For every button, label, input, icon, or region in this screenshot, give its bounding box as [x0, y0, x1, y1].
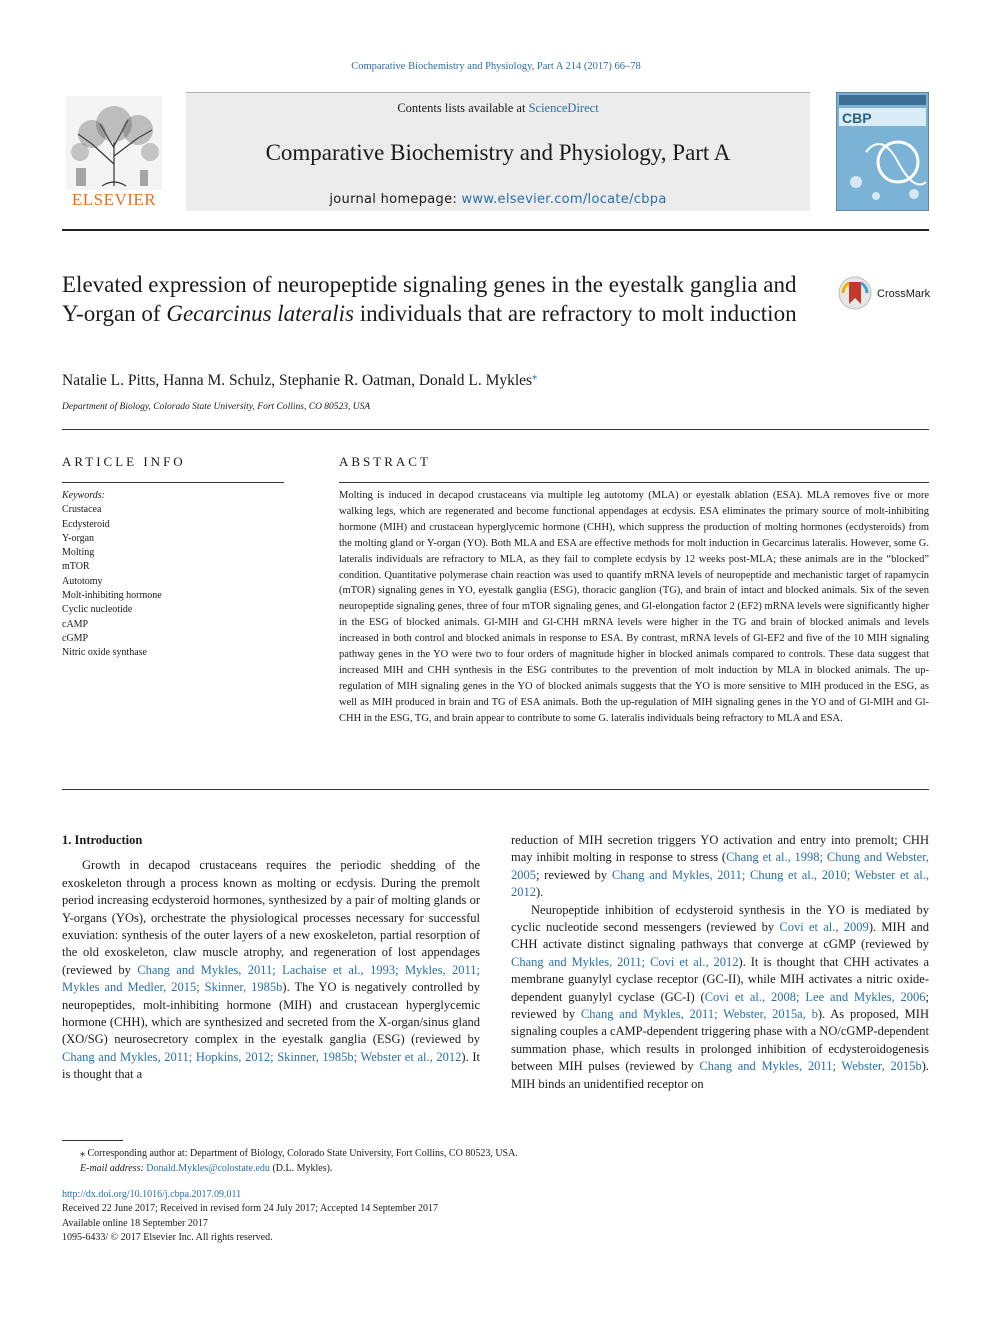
paragraph-text: ). MIH and CHH activate distinct signaling pathways that converge at cGMP (reviewed by [511, 920, 930, 952]
article-footer [62, 1188, 438, 1245]
contents-prefix: Contents lists available at [397, 101, 529, 115]
footnote-text: Corresponding author at: Department of Biology, Colorado State University, Fort Collins, CO 80523, USA. [85, 1148, 518, 1159]
abstract-heading: ABSTRACT [339, 454, 431, 469]
paragraph-text: Neuropeptide inhibition of ecdysteroid synthesis in the YO is mediated by cyclic nucleotide second messengers (reviewed by [511, 902, 929, 935]
introduction-heading: 1. Introduction [62, 833, 143, 847]
contents-line [186, 101, 810, 116]
email-link[interactable]: Donald.Mykles@colostate.edu [146, 1163, 270, 1174]
citation-link[interactable]: Chang et al., 1998; Chung and Webster, 2005 [511, 850, 929, 882]
paragraph-text: ). MIH binds an unidentified receptor on [511, 1059, 929, 1091]
intro-paragraph-1 [62, 857, 480, 1083]
intro-paragraph-1-continued [511, 832, 929, 902]
sciencedirect-link[interactable]: ScienceDirect [528, 101, 599, 115]
email-suffix: (D.L. Mykles). [269, 1163, 333, 1174]
keyword-item: cAMP [62, 618, 89, 630]
paragraph-text: ). As proposed, MIH signaling couples a cAMP-dependent triggering phase with a NO/cGMP-dependent summation phase, which results in prolonged inhibition of ecdysteroidogenesis between MIH pulses (reviewed by [511, 1007, 929, 1074]
citation-link[interactable]: Chang and Mykles, 2011; Hopkins, 2012; Skinner, 1985b; Webster et al., 2012 [62, 1049, 462, 1064]
body-column-left [62, 832, 480, 1084]
keyword-item: Y-organ [62, 532, 95, 544]
keywords-list [62, 489, 162, 661]
title-part-1: Elevated expression of neuropeptide signaling genes in the eyestalk ganglia and Y-organ of [62, 272, 797, 326]
elsevier-wordmark: ELSEVIER [71, 190, 157, 209]
homepage-prefix: journal homepage: [329, 192, 462, 207]
keyword-item: Crustacea [62, 504, 102, 516]
email-note [80, 1161, 518, 1176]
title-species: Gecarcinus lateralis [166, 301, 354, 326]
intro-paragraph-2 [511, 902, 929, 1093]
paragraph-text: ). It is thought that CHH activates a membrane guanylyl cyclase receptor (GC-II), while MIH activates a nitric oxide-dependent guanylyl cyclase (GC-I) ( [511, 954, 929, 1004]
paragraph-text: reduction of MIH secretion triggers YO activation and entry into premolt; CHH may inhibit molting in response to stress ( [511, 833, 929, 865]
doi-link[interactable]: http://dx.doi.org/10.1016/j.cbpa.2017.09.011 [62, 1189, 242, 1200]
footnote [80, 1146, 518, 1176]
paragraph-text: ). The YO is negatively controlled by neuropeptides, molt-inhibiting hormone (MIH) and crustacean hyperglycemic hormone (CHH), which are synthesized and secreted from the X-organ/sinus gland (XO/SG) neurosecretory complex in the eyestalk ganglia (ESG) (reviewed by [62, 980, 480, 1047]
homepage-link[interactable]: www.elsevier.com/locate/cbpa [461, 192, 667, 207]
keyword-item: Ecdysteroid [62, 518, 110, 530]
abstract-divider [62, 789, 929, 790]
crossmark-icon [838, 276, 872, 310]
header-divider [62, 429, 929, 430]
elsevier-logo[interactable] [62, 94, 166, 212]
online-date: Available online 18 September 2017 [62, 1217, 208, 1229]
citation-link[interactable]: Chang and Mykles, 2011; Webster, 2015b [699, 1059, 922, 1074]
citation-link[interactable]: Chang and Mykles, 2011; Covi et al., 2012 [511, 954, 739, 969]
email-label: E-mail address: [80, 1163, 147, 1174]
paragraph-text: ). [536, 885, 544, 900]
footnote-rule [62, 1140, 123, 1141]
crossmark-label: CrossMark [877, 288, 931, 300]
masthead-rule [62, 229, 929, 231]
paragraph-text: ; reviewed by [511, 989, 930, 1022]
homepage-line [186, 192, 810, 207]
cover-abbreviation: CBP [842, 110, 872, 126]
body-column-right [511, 832, 929, 1093]
citation-link[interactable]: Chang and Mykles, 2011; Webster, 2015a, b [580, 1007, 818, 1022]
keyword-item: Nitric oxide synthase [62, 647, 147, 659]
copyright: 1095-6433/ © 2017 Elsevier Inc. All rights reserved. [62, 1231, 273, 1243]
article-info-rule [62, 482, 284, 483]
citation-link[interactable]: Covi et al., 2008; Lee and Mykles, 2006 [704, 989, 926, 1004]
received-dates: Received 22 June 2017; Received in revised form 24 July 2017; Accepted 14 September 2017 [62, 1203, 439, 1215]
corresponding-author-note [80, 1146, 518, 1161]
abstract-text: Molting is induced in decapod crustaceans via multiple leg autotomy (MLA) or eyestalk ablation (ESA). MLA removes five or more walking legs, which are regenerated and become functional appendages at ecdysis. ESA eliminates the primary source of molt-inhibiting hormone (MIH) and crustacean hyperglycemic hormone (CHH), which suppress the production of molting hormones (ecdysteroids) from the molting gland or Y-organ (YO). Both MLA and ESA are effective methods for molt induction in Gecarcinus lateralis. However, some G. lateralis individuals are refractory to MLA, as they fail to complete ecdysis by 12 weeks post-MLA; these animals are in the “blocked” condition. Quantitative polymerase chain reaction was used to quantify mRNA levels of neuropeptide and mechanistic target of rapamycin (mTOR) signaling genes in YO, eyestalk ganglia (ESG), thoracic ganglion (TG), and brain of intact and blocked animals. Six of the seven neuropeptide signaling genes, three of four mTOR signaling genes, and Gl-elongation factor 2 (EF2) mRNA levels were significantly higher in the ESG of blocked animals. Gl-MIH and Gl-CHH mRNA levels were higher in the TG and brain of blocked animals and levels increased in both control and blocked animals in response to ESA. By contrast, mRNA levels of Gl-EF2 and five of the 10 MIH signaling pathway genes in the YO were two to four orders of magnitude higher in blocked animals compared to controls. These data suggest that increased MIH and CHH synthesis in the ESG contributes to the prevention of molt induction by MLA in blocked animals. The up-regulation of MIH signaling genes in the YO of blocked animals suggests that the YO is more sensitive to MIH produced in the ESG, as well as MIH produced in brain and TG of ESA animals. Both the up-regulation of MIH signaling genes in the YO and of Gl-MIH and Gl-CHH in the ESG, TG, and brain appear to contribute to some G. lateralis individuals being refractory to MLA and ESA. [339, 490, 929, 724]
citation-link[interactable]: Covi et al., 2009 [779, 920, 869, 935]
author-list [62, 371, 537, 390]
keywords-label: Keywords: [62, 490, 105, 501]
title-part-2: individuals that are refractory to molt induction [353, 301, 797, 326]
paragraph-text: ). It is thought that a [62, 1049, 480, 1082]
abstract-rule [339, 482, 929, 483]
keyword-item: Molt-inhibiting hormone [62, 590, 162, 602]
keyword-item: mTOR [62, 561, 90, 573]
article-title [62, 270, 822, 328]
keyword-item: Cyclic nucleotide [62, 604, 133, 616]
keyword-item: Autotomy [62, 575, 103, 587]
journal-reference-link[interactable]: Comparative Biochemistry and Physiology, Part A 214 (2017) 66–78 [351, 61, 641, 72]
footnote-mark: ⁎ [80, 1148, 85, 1159]
paragraph-text: Growth in decapod crustaceans requires the periodic shedding of the exoskeleton through a process known as molting or ecdysis. During the premolt period increasing ecdysteroid hormones, synthesized by a pair of molting glands or Y-organs (YOs), orchestrate the physiological processes necessary for successful exuviation: synthesis of the outer layers of a new exoskeleton, partial resorption of the old exoskeleton, claw muscle atrophy, and regeneration of lost appendages (reviewed by [62, 858, 480, 977]
keyword-item: cGMP [62, 632, 89, 644]
corresponding-author-mark[interactable]: ⁎ [532, 371, 538, 382]
journal-name: Comparative Biochemistry and Physiology, Part A [265, 140, 731, 165]
citation-link[interactable]: Chang and Mykles, 2011; Lachaise et al., 1993; Mykles, 2011; Mykles and Medler, 2015; Skinner, 1985b [62, 962, 480, 995]
keyword-item: Molting [62, 547, 95, 559]
affiliation: Department of Biology, Colorado State University, Fort Collins, CO 80523, USA [62, 402, 371, 412]
paragraph-text: ; reviewed by [536, 867, 612, 882]
authors-text: Natalie L. Pitts, Hanna M. Schulz, Stephanie R. Oatman, Donald L. Mykles [62, 372, 533, 390]
journal-cover-thumbnail[interactable] [836, 92, 929, 211]
crossmark-badge[interactable] [838, 276, 938, 310]
article-info-heading: ARTICLE INFO [62, 454, 186, 469]
citation-link[interactable]: Chang and Mykles, 2011; Chung et al., 2010; Webster et al., 2012 [511, 867, 929, 900]
